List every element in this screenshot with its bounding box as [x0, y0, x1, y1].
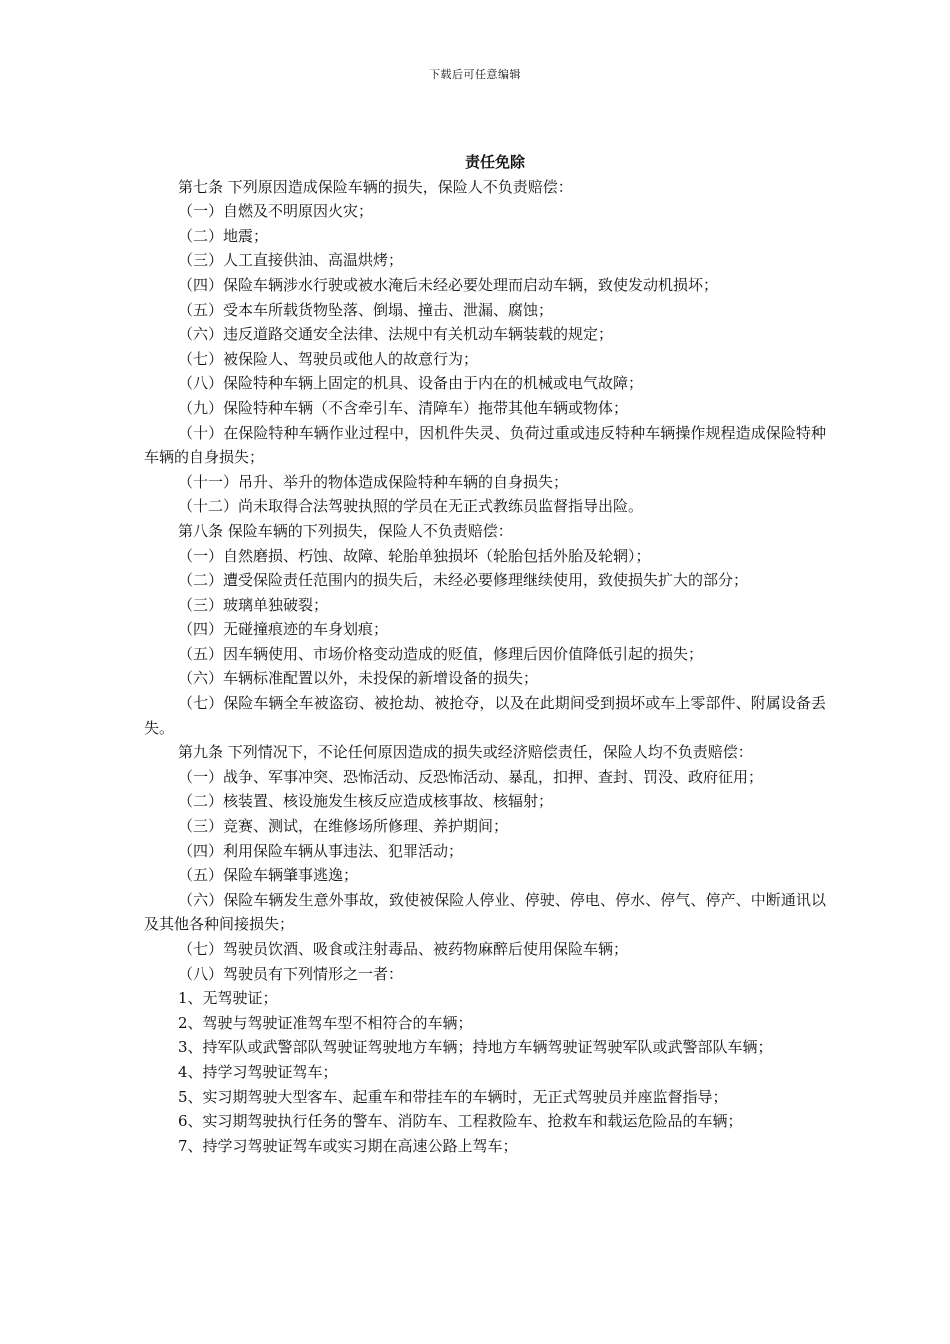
paragraph: （一）自燃及不明原因火灾；: [178, 202, 374, 221]
paragraph: （八）驾驶员有下列情形之一者：: [178, 964, 404, 983]
paragraph: （十一）吊升、举升的物体造成保险特种车辆的自身损失；: [178, 472, 569, 491]
paragraph: 3、持军队或武警部队驾驶证驾驶地方车辆；持地方车辆驾驶证驾驶军队或武警部队车辆；: [178, 1038, 773, 1057]
paragraph: （三）人工直接供油、高温烘烤；: [178, 251, 404, 270]
paragraph: 7、持学习驾驶证驾车或实习期在高速公路上驾车；: [178, 1136, 518, 1155]
paragraph: （四）保险车辆涉水行驶或被水淹后未经必要处理而启动车辆，致使发动机损坏；: [178, 275, 719, 294]
paragraph: 6、实习期驾驶执行任务的警车、消防车、工程救险车、抢救车和载运危险品的车辆；: [178, 1112, 743, 1131]
document-body: [144, 150, 826, 1158]
paragraph: 1、无驾驶证；: [178, 989, 278, 1008]
paragraph: （二）地震；: [178, 226, 269, 245]
paragraph: （九）保险特种车辆（不含牵引车、清障车）拖带其他车辆或物体；: [178, 398, 629, 417]
paragraph: （四）无碰撞痕迹的车身划痕；: [178, 620, 389, 639]
paragraph: （一）战争、军事冲突、恐怖活动、反恐怖活动、暴乱，扣押、查封、罚没、政府征用；: [178, 767, 764, 786]
paragraph: 5、实习期驾驶大型客车、起重车和带挂车的车辆时，无正式驾驶员并座监督指导；: [178, 1087, 728, 1106]
paragraph: （五）受本车所载货物坠落、倒塌、撞击、泄漏、腐蚀；: [178, 300, 554, 319]
paragraph: （十）在保险特种车辆作业过程中，因机件失灵、负荷过重或违反特种车辆操作规程造成保险特种车辆的自身损失；: [144, 423, 826, 467]
paragraph: 2、驾驶与驾驶证准驾车型不相符合的车辆；: [178, 1013, 473, 1032]
paragraph: （四）利用保险车辆从事违法、犯罪活动；: [178, 841, 464, 860]
paragraph: 第八条 保险车辆的下列损失，保险人不负责赔偿：: [178, 521, 513, 540]
paragraph: （六）违反道路交通安全法律、法规中有关机动车辆装载的规定；: [178, 325, 614, 344]
paragraph: （三）玻璃单独破裂；: [178, 595, 329, 614]
paragraph: （七）被保险人、驾驶员或他人的故意行为；: [178, 349, 479, 368]
paragraph: （五）保险车辆肇事逃逸；: [178, 866, 359, 885]
paragraph: （三）竞赛、测试，在维修场所修理、养护期间；: [178, 817, 509, 836]
paragraph: 第七条 下列原因造成保险车辆的损失，保险人不负责赔偿：: [178, 177, 573, 196]
paragraph: （二）核装置、核设施发生核反应造成核事故、核辐射；: [178, 792, 554, 811]
paragraph: （十二）尚未取得合法驾驶执照的学员在无正式教练员监督指导出险。: [178, 497, 644, 516]
paragraph: （七）保险车辆全车被盗窃、被抢劫、被抢夺，以及在此期间受到损坏或车上零部件、附属设备丢失。: [144, 694, 826, 737]
paragraph-list: [144, 175, 826, 1159]
paragraph: （六）保险车辆发生意外事故，致使被保险人停业、停驶、停电、停水、停气、停产、中断通讯以及其他各种间接损失；: [144, 890, 826, 934]
paragraph: （六）车辆标准配置以外，未投保的新增设备的损失；: [178, 669, 539, 688]
paragraph: （二）遭受保险责任范围内的损失后，未经必要修理继续使用，致使损失扩大的部分；: [178, 571, 749, 590]
page-header-note: 下载后可任意编辑: [429, 68, 521, 81]
paragraph: （八）保险特种车辆上固定的机具、设备由于内在的机械或电气故障；: [178, 374, 644, 393]
paragraph: （一）自然磨损、朽蚀、故障、轮胎单独损坏（轮胎包括外胎及轮辋）；: [178, 546, 651, 565]
paragraph: （七）驾驶员饮酒、吸食或注射毒品、被药物麻醉后使用保险车辆；: [178, 940, 629, 958]
document-title: 责任免除: [464, 153, 525, 171]
paragraph: 第九条 下列情况下，不论任何原因造成的损失或经济赔偿责任，保险人均不负责赔偿：: [178, 743, 753, 762]
paragraph: 4、持学习驾驶证驾车；: [178, 1062, 338, 1081]
paragraph: （五）因车辆使用、市场价格变动造成的贬值，修理后因价值降低引起的损失；: [178, 644, 704, 663]
